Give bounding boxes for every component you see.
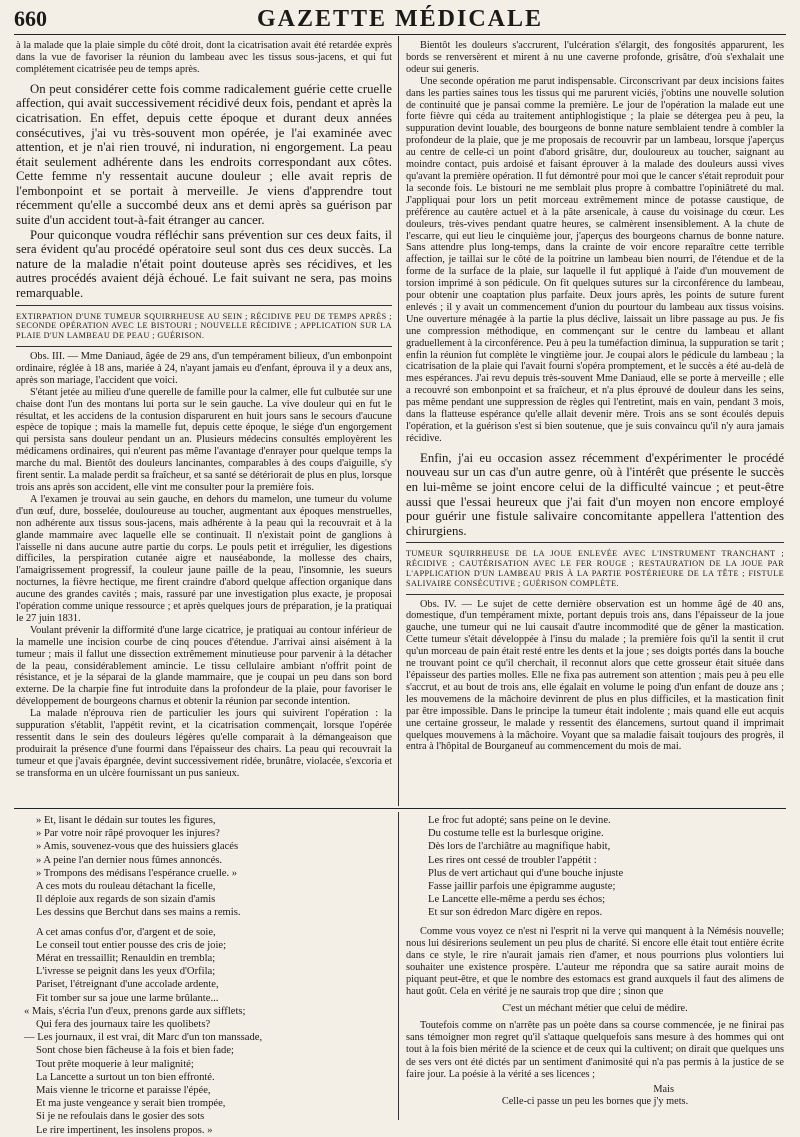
section-title: EXTIRPATION D'UNE TUMEUR SQUIRRHEUSE AU SEIN ; RÉCIDIVE PEU DE TEMPS APRÈS ; SECONDE OPÉRATION AVEC LE BISTOURI ; NOUVELLE RÉCIDIVE ; APPLICATION SUR LA PLAIE D'UN LAMBEAU DE PEAU ; GUÉRISON. xyxy=(16,311,392,341)
verse-line: L'ivresse se peignit dans les yeux d'Orfila; xyxy=(36,966,216,978)
paragraph: Comme vous voyez ce n'est ni l'esprit ni la verve qui manquent à la Némésis nouvelle; nous lui désirerions seulement un peu plus de charité. Si encore elle était tout entière écrite dans ce style, le rire n'aurait jamais rien d'amer, et nous pourrions plus volontiers lui souhaiter une existence prospère. L'auteur me répondra que sa satire aurait moins de piquant peut-être, et que le nombre des estomacs est grand auxquels il faut des alimens de haut goût. Cela en vérité je ne saurais trop que dire ; sinon que xyxy=(406,925,784,998)
page-header xyxy=(14,6,786,32)
observation-paragraph: Obs. IV. — Le sujet de cette dernière observation est un homme âgé de 40 ans, domestique, d'un tempérament mixte, portant depuis trois ans, dans l'épaisseur de la joue gauche, une tumeur qui ne lui causait d'autre incommodité que de gêner la mastication. Cette tumeur s'était développée à l'insu du malade ; la première fois qu'il la sentit il crut qu'un morceau de pain était resté entre les dents et la joue ; ses doigts portés dans la bouche ne trouvant point ce qu'il cherchait, il reconnut alors que cette grosseur était située dans l'épaisseur des parties molles. Elle ne fixa pas autrement son attention ; mais peu à peu elle s'accrut, et au bout de trois ans, elle égalait en volume le poing d'un enfant de douze ans ; les mouvemens de la mâchoire devinrent de plus en plus difficiles, et la mastication finit par être impossible. Dans le principe la tumeur était indolente ; mais quand elle eut acquis une certaine grosseur, le malade y ressentit des élancemens, surtout quand il imprimait quelques mouvemens à la mâchoire. Voyant que sa maladie faisait toujours des progrès, il entra à l'hôpital de Bourganeuf au commencement du mois de mai. xyxy=(406,598,784,753)
verse-line: Du costume telle est la burlesque origine. xyxy=(428,828,604,840)
poem-left xyxy=(24,814,392,1136)
observation-paragraph: Obs. III. — Mme Daniaud, âgée de 29 ans, d'un tempérament bilieux, d'un embonpoint ordinaire, réglée à 18 ans, mariée à 24, n'ayant jamais eu d'enfant, éprouva il y a deux ans, après son mariage, l'accident que voici. xyxy=(16,351,392,386)
verse-fragment: Mais xyxy=(653,1083,674,1095)
verse-line: » A peine l'an dernier nous fûmes annoncés. xyxy=(36,854,223,866)
paragraph: Bientôt les douleurs s'accrurent, l'ulcération s'élargit, des fongosités apparurent, les bords se renversèrent et mirent à nu une caverne profonde, grisâtre, d'où s'exhalait une odeur sui generis. xyxy=(406,40,784,75)
verse-line: La Lancette a surtout un ton bien effronté. xyxy=(36,1071,215,1083)
verse-line: Tout prête moquerie à leur malignité; xyxy=(36,1058,194,1070)
verse-line: » Par votre noir râpé provoquer les injures? xyxy=(36,828,220,840)
poem-right xyxy=(406,814,784,1120)
divider xyxy=(16,305,392,306)
verse-line: Et ma juste vengeance y serait bien trompée, xyxy=(36,1098,226,1110)
verse-line: » Trompons des médisans l'espérance cruelle. » xyxy=(36,867,238,879)
paragraph: Une seconde opération me parut indispensable. Circonscrivant par deux incisions faites dans les parties saines tous les tissus qui me parurent viciés, j'obtins une nouvelle solution de continuité que je pansai comme la première. Le jour de l'opération la malade eut une forte fièvre qui céda au traitement antiphlogistique ; la plaie se détergea peu à peu, la suppuration devint louable, des bourgeons de bonne nature semblaient tendre à combler la profondeur de la plaie, que je me proposais de recouvrir par un lambeau, lorsque j'aperçus au centre de celle-ci un point d'abord grisâtre, dur, douloureux au toucher, saignant au moindre contact, puis ardoisé et faisant éprouver à la malade des douleurs aussi vives qu'avant la première opération. Il fut démontré pour moi que le cancer s'était reproduit pour la seconde fois. Le bistouri ne me semblait plus propre à combattre l'opiniâtreté du mal. J'appliquai pour lors un petit morceau extrêmement mince de potasse caustique, de préférence au cautère actuel et à la pâte arsenicale, à cause du voisinage du cœur. Les douleurs, très-vives pendant quatre heures, se calmèrent insensiblement. A la chute de l'escarre, qui eut lieu le cinquième jour, j'aperçus des bourgeons charnus de bonne nature. Sans attendre plus long-temps, dans la crainte de voir encore reparaître cette terrible affection, je taillai sur le côté de la poitrine un lambeau bien nourri, de l'étendue et de la forme de la surface de la plaie, sur laquelle il fut appliqué à l'aide d'un mouvement de torsion imprimé à son pédicule. On fit quelques sutures sur la circonférence du lambeau, pour obtenir une coaptation plus parfaite. Deux jours après, les points de suture furent enlevés ; il y avait un commencement d'union du pourtour du lambeau aux tissus voisins. Une ouverture ménagée à la partie la plus déclive, laissait un libre passage au pus. Je fis une compression méthodique, en commençant sur le centre du lambeau et allant graduellement à la circonférence. Peu à peu la tuméfaction diminua, la suppuration se tarit ; enfin la réunion fut complète le vingtième jour. Je coupai alors le pédicule du lambeau ; la cicatrisation de la plaie qui l'avait fourni s'opéra promptement, et le succès a été au-delà de mes espérances. J'ai revu depuis très-souvent Mme Daniaud, elle se porte à merveille ; elle a recouvré son embonpoint et sa fraîcheur, et n'a plus éprouvé de douleur dans les seins, pas même pendant une suppression de règles qui l'entretint, mais en vain, pendant 3 mois, dans la flatteuse espérance qu'elle allait devenir mère. Trois ans se sont écoulés depuis l'opération, et la guérison s'est si bien soutenue, que je suis convaincu qu'il n'y aura jamais récidive. xyxy=(406,75,784,444)
header-rule xyxy=(14,34,786,35)
verse-line: Les rires ont cessé de troubler l'appétit : xyxy=(428,854,597,866)
section-title: TUMEUR SQUIRRHEUSE DE LA JOUE ENLEVÉE AVEC L'INSTRUMENT TRANCHANT ; RÉCIDIVE ; CAUTÉRISATION AVEC LE FER ROUGE ; RESTAURATION DE LA JOUE PAR L'APPLICATION D'UN LAMBEAU PRIS À LA PARTIE POSTÉRIEURE DE LA TÊTE ; FISTULE SALIVAIRE CONSÉCUTIVE ; GUÉRISON COMPLÈTE. xyxy=(406,549,784,588)
verse-line: Plus de vert artichaut qui d'une bouche injuste xyxy=(428,867,624,879)
left-article-column xyxy=(16,40,392,805)
verse-line: Le Lancette elle-même a perdu ses échos; xyxy=(428,894,606,906)
paragraph: La malade n'éprouva rien de particulier les jours qui suivirent l'opération : la suppuration s'établit, l'appétit revint, et la cicatrisation commençait, lorsque l'opérée ressentit dans le sein des douleurs légères qu'elle comparait à la démangeaison que produirait la présence d'une fourmi dans l'épaisseur des chairs. La peau qui recouvrait la tumeur et que j'avais épargnée, devint successivement ridée, brunâtre, violacée, s'excoria et se transforma en un ulcère fournissant un pus sanieux. xyxy=(16,708,392,779)
paragraph: Toutefois comme on n'arrête pas un poète dans sa course commencée, je ne finirai pas sans témoigner mon regret qu'il s'attaque quelquefois sans mesure à des hommes qui ont tout à la fois bien mérité de la science et de ceux qui la cultivent; on dirait que quelques uns de ses vers ont été dictés par un sentiment d'animosité qui n'a pas permis à la justice de se faire jour. La poésie à la vérité a ses licences ; xyxy=(406,1020,784,1080)
verse-line: Pariset, l'étreignant d'une accolade ardente, xyxy=(36,979,219,991)
verse-line: « Mais, s'écria l'un d'eux, prenons garde aux sifflets; xyxy=(24,1005,246,1017)
divider xyxy=(16,346,392,347)
paragraph: S'étant jetée au milieu d'une querelle de famille pour la calmer, elle fut culbutée sur une chaise dont l'un des montans lui porta sur le sein gauche. La vive douleur qui en fut le résultat, et les accidens de la contusion disparurent en huit jours sans le secours d'aucune espèce de topique ; mais la mamelle fut, depuis cette époque, le siége d'un engorgement qui persista sans douleur pendant un an. Plusieurs médecins consultés employèrent les médicamens ordinaires, qui n'eurent pas même l'avantage d'enrayer pour quelque temps la marche du mal. Bientôt des douleurs lancinantes, comparables à des coups d'aiguille, s'y firent sentir. La malade perdit sa fraîcheur, et sa santé se détériorait de plus en plus, lorsque trois ans après son accident, elle vint me consulter pour la première fois. xyxy=(16,386,392,493)
verse-line: Le conseil tout entier pousse des cris de joie; xyxy=(36,939,227,951)
verse-line: Mérat en tressaillit; Renauldin en trembla; xyxy=(36,953,216,965)
right-article-column xyxy=(406,40,784,805)
verse-line: » Amis, souvenez-vous que des huissiers glacés xyxy=(36,841,239,853)
paragraph: Voulant prévenir la difformité d'une large cicatrice, je pratiquai au contour inférieur de la mamelle une incision courbe de cinq pouces d'étendue. J'arrivai ainsi aisément à la tumeur ; mais il fallut une dissection extrêmement minutieuse pour parvenir à la détacher de la peau, considérablement amincie. Le tissu cellulaire ambiant n'offrit point de résistance, et je la séparai de la glande mammaire, que je coupai un peu dans son bord externe. De la charpie fine fut introduite dans la profondeur de la plaie, pour favoriser le développement de bourgeons charnus et obtenir la réunion par seconde intention. xyxy=(16,624,392,708)
verse-line: Si je ne refoulais dans le gosier des sots xyxy=(36,1111,205,1123)
paragraph: Pour quiconque voudra réfléchir sans prévention sur ces deux faits, il sera évident qu'au procédé opératoire seul sont dus ces deux succès. La nature de la maladie n'était point douteuse après ses récidives, et les autres procédés avaient déjà échoué. Le fait suivant ne sera, pas moins remarquable. xyxy=(16,227,392,301)
verse-line: — Les journaux, il est vrai, dit Marc d'un ton manssade, xyxy=(24,1032,263,1044)
column-divider-top xyxy=(398,36,399,806)
verse-line: Dès lors de l'archiâtre au magnifique habit, xyxy=(428,841,611,853)
journal-title: GAZETTE MÉDICALE xyxy=(256,6,544,32)
verse-line: Qui fera des journaux taire les quolibets? xyxy=(36,1019,211,1031)
column-divider-bottom xyxy=(398,812,399,1120)
closing-verse: Celle-ci passe un peu les bornes que j'y mets. xyxy=(501,1095,689,1107)
verse-line: Le rire impertinent, les insolens propos. » xyxy=(36,1124,213,1136)
verse-line: Et sur son édredon Marc digère en repos. xyxy=(428,907,603,919)
verse-line: A cet amas confus d'or, d'argent et de soie, xyxy=(36,926,216,938)
divider xyxy=(406,542,784,543)
verse-line: A ces mots du rouleau détachant la ficelle, xyxy=(36,881,216,893)
prose-block xyxy=(406,926,784,1108)
quoted-verse: C'est un méchant métier que celui de médire. xyxy=(502,1003,688,1015)
verse-line: Fasse jaillir parfois une épigramme auguste; xyxy=(428,881,616,893)
paragraph: Enfin, j'ai eu occasion assez récemment d'expérimenter le procédé nouveau sur un cas d'un autre genre, où à l'intérêt que présente le succès en lui-même se joint encore celui de la difficulté vaincue ; et peut-être aussi que l'essai heureux que j'ai fait d'un moyen non encore employé pour guérir une fistule salivaire concomitante appellera l'attention des chirurgiens. xyxy=(406,450,784,538)
paragraph: On peut considérer cette fois comme radicalement guérie cette cruelle affection, qui avait successivement récidivé deux fois, pendant et après la cicatrisation. En effet, depuis cette époque et durant deux années consécutives, j'ai vu très-souvent mon opérée, je l'ai examinée avec attention, et je n'ai rien trouvé, ni induration, ni engorgement. La peau était seulement adhérente dans les endroits correspondant aux côtes. Cette femme n'y ressentait aucune douleur ; elle avait repris de l'embonpoint et se portait à merveille. Je viens d'apprendre tout récemment qu'elle a succombé deux ans et demi après sa guérison par suite d'un accident tout-à-fait étranger au cancer. xyxy=(16,81,392,228)
paragraph: à la malade que la plaie simple du côté droit, dont la cicatrisation avait été retardée exprès dans la vue de favoriser la réunion du lambeau avec les tissus sous-jacens, et qui fut complétement cicatrisée peu de temps après. xyxy=(16,40,392,75)
verse-line: Sont chose bien fâcheuse à la fois et bien fade; xyxy=(36,1045,234,1057)
paragraph: A l'examen je trouvai au sein gauche, en dehors du mamelon, une tumeur du volume d'un œuf, dure, bosselée, douloureuse au toucher, augmentant aux époques menstruelles, non adhérente aux tissus sous-jacens, mais adhérente à la peau qui la recouvrait et à la glande mammaire avec laquelle elle se continuait. Il n'existait point de ganglions à l'aisselle ni dans aucune autre partie du corps. Le pouls petit et irrégulier, les digestions difficiles, la perspiration cutanée aigre et nauséabonde, la mollesse des chairs, l'amaigrissement progressif, la couleur jaune paille de la peau, l'insomnie, les sueurs nocturnes, la fièvre hectique, me firent craindre d'abord quelque affection organique dans aucune des grandes cavités ; mais, rassuré par une investigation plus exacte, je proposai l'opération comme unique ressource ; et après quelques jours de préparation, je la pratiquai le 27 juin 1831. xyxy=(16,493,392,624)
verse-line: Les dessins que Berchut dans ses mains a remis. xyxy=(36,907,241,919)
verse-line: Le froc fut adopté; sans peine on le devine. xyxy=(428,815,611,826)
verse-line: Mais vienne le tricorne et paraisse l'épée, xyxy=(36,1085,211,1097)
verse-line: Fit tomber sur sa joue une larme brûlante... xyxy=(36,992,219,1004)
feuilleton-rule xyxy=(14,808,786,809)
page-number: 660 xyxy=(14,6,47,31)
verse-line: Il déploie aux regards de son sizain d'amis xyxy=(36,894,216,906)
divider xyxy=(406,594,784,595)
verse-line: » Et, lisant le dédain sur toutes les figures, xyxy=(36,815,216,826)
